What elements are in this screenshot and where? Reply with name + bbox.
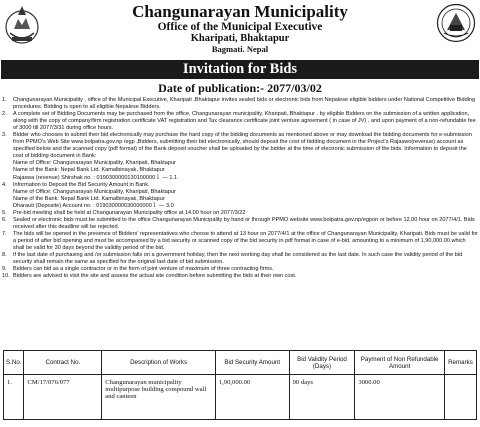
bid-table — [3, 350, 477, 420]
cell-remarks — [444, 375, 476, 420]
cell-payment: 3000.00 — [355, 375, 445, 420]
cell-bid-security: 1,90,000.00 — [215, 375, 289, 420]
item-text: The bids will be opened in the presence of Bidders' representatives who choose to attend at 13 hour on 2077/4/1 at the office of Changunarayan Municipality, Kharipati. Bids must be valid for a period of after bid opening and must be accompanied by a bid security or scanned copy of the bid security in pdf format in case of e-bid, amounting to a minimum of 1,90,000.00 which shall be valid for 30 days beyond the validity period of the bid. — [13, 230, 478, 251]
header-description: Description of Works — [102, 351, 216, 375]
publication-date: Date of publication:- 2077/03/02 — [158, 81, 322, 95]
item-number: 2. — [2, 111, 7, 118]
item-text: Bidder who chooses to submit their bid electronically may purchase the hard copy of the bidding documents as mentioned above or may download the bidding documents for e-submission from PPMO's Web Site www.bolpatra.gov.np /egp ,Bidders, submitting their bid electronically, should deposit the cost of bidding document in the Project's Rajaswo(revenue) account as specified below and the scanned copy (pdf format) of the Bank deposit voucher shall be uploaded by the bidder at the time of electronic submission of the bids. Information to deposit the cost of bidding document in Bank: — [13, 132, 472, 160]
item-text: Information to Deposit the Bid Security Amount in Bank. — [13, 181, 150, 188]
cell-description: Changunarayan municipality multipurpose building compound wall and canteen — [102, 375, 216, 420]
cell-sno: 1. — [4, 375, 24, 420]
bank-info-line: Name of the Bank: Nepal Bank Ltd. Kamalbinayak, Bhaktapur — [13, 167, 165, 174]
item-text: Bidders can bid as a single contractor or in the form of joint venture of maximum of three contracting firms. — [13, 266, 274, 273]
invitation-banner: Invitation for Bids — [1, 60, 479, 79]
item-number: 3. — [2, 132, 7, 139]
bank-info-line: Name of Office: Changunarayan Municipality, Kharipati, Bhaktapur — [13, 188, 176, 195]
item-number: 9. — [2, 266, 7, 273]
item-text: Pre-bid meeting shall be held at Changunarayan Municipality office at 14.00 hour on 2077/3/22 — [13, 209, 246, 216]
municipality-logo — [436, 3, 476, 43]
item-text: Changunarayan Municipality , office of the Municipal Executive, Kharipati ,Bhaktapur invites sealed bids or electronic bids from Nepalese eligible bidders under National Competitive Bidding procedures. Bidding is open to all eligible Nepalese Bidders. — [13, 97, 476, 111]
municipality-title: Changunarayan Municipality — [132, 2, 348, 21]
item-number: 10. — [2, 273, 10, 280]
item-number: 7. — [2, 230, 7, 237]
header-payment: Payment of Non Refundable Amount — [355, 351, 445, 375]
bank-info-line: Rajaswa (revenue) Shirshak no. : 0190300000130100000１ ― 1.1 — [13, 174, 178, 181]
header-bid-security: Bid Security Amount — [215, 351, 289, 375]
office-region: Bagmati. Nepal — [211, 44, 269, 54]
notice-item — [2, 111, 478, 132]
notice-item — [2, 273, 478, 280]
notice-item — [2, 252, 478, 266]
item-number: 1. — [2, 97, 7, 103]
notice-body — [2, 97, 478, 280]
item-text: Bidders are advised to visit the site and assess the actual site condition before submitting the bids at their own cost. — [13, 273, 297, 280]
notice-item — [2, 210, 478, 217]
office-address: Kharipati, Bhaktapur — [190, 33, 290, 44]
item-text: A complete set of Bidding Documents may be purchased from the office, Changunarayan municipality, Kharipati, Bhaktapur . by eligible Bidders on the submission of a written application, along with the copy of company/firm registration certificate VAT registration and Tax clearance certificate joint venture agreement ( in case of JV) , and upon payment of a non-refundable fee of 3000 till 2077/3/31 during office hours. — [13, 111, 476, 132]
cell-contract-no: CM/17/076/077 — [24, 375, 102, 420]
item-number: 5. — [2, 209, 7, 216]
table-row — [4, 375, 477, 420]
bank-info-line: Name of the Bank: Nepal Bank Ltd. Kamalbinayak, Bhaktapur — [13, 195, 165, 202]
bank-info-line: Dharauti (Deposite) Account no. : 019030000030000000１ ― 3.0 — [13, 202, 174, 209]
header-contract-no: Contract No. — [24, 351, 102, 375]
notice-item — [2, 217, 478, 231]
office-name: Office of the Municipal Executive — [157, 21, 323, 33]
item-text: If the last date of purchasing and /or submission falls on a government holiday, then the next working day shall be considered as the last date. In such case the validity period of the bid security shall remain the same as specified for the original last date of bid submission. — [13, 252, 463, 266]
bank-info-line: Name of Office: Changunarayan Municipality, Kharipati, Bhaktapur — [13, 160, 176, 167]
item-number: 6. — [2, 216, 7, 223]
item-number: 8. — [2, 252, 7, 259]
nepal-emblem-logo — [4, 3, 40, 45]
table-header-row — [4, 351, 477, 375]
cell-bid-validity: 90 days — [289, 375, 355, 420]
header-bid-validity: Bid Validity Period (Days) — [289, 351, 355, 375]
header-sno: S.No. — [4, 351, 24, 375]
item-text: Sealed or electronic bids must be submitted to the office Changunarayan Municipality by hand or through PPMO website www.bolpatra.gov.np/egpon or before 12.00 hour on 2077/4/1. Bids received after this deadline will be rejected. — [13, 216, 475, 230]
item-number: 4. — [2, 181, 7, 188]
notice-item — [2, 97, 478, 111]
notice-item — [2, 132, 478, 160]
notice-item — [2, 182, 478, 189]
notice-item — [2, 231, 478, 252]
notice-item — [2, 266, 478, 273]
header-remarks: Remarks — [444, 351, 476, 375]
